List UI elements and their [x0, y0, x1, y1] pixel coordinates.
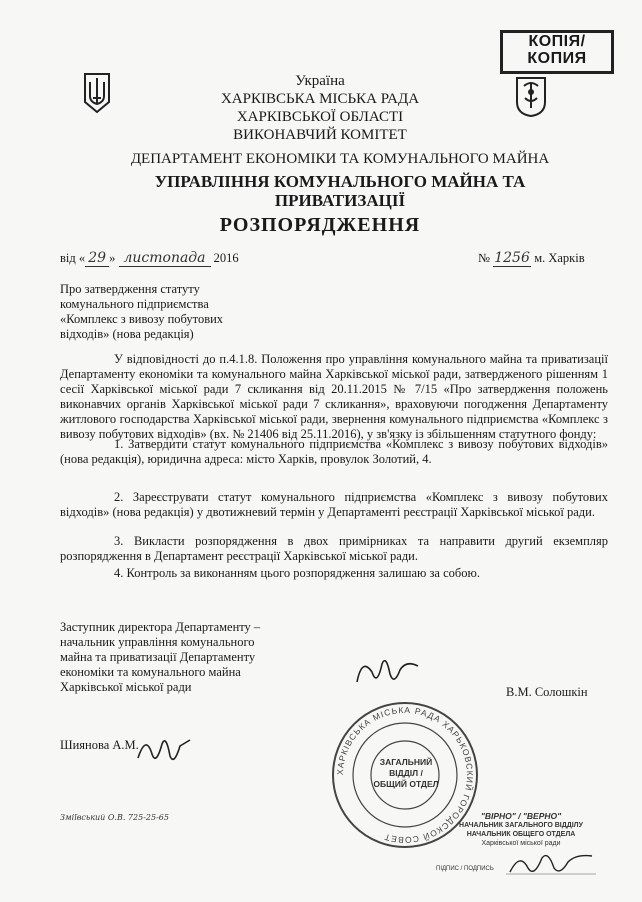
- department-name: ДЕПАРТАМЕНТ ЕКОНОМІКИ ТА КОМУНАЛЬНОГО МАЙНА: [130, 151, 550, 167]
- executor-footer: Зміївський О.В. 725-25-65: [60, 813, 169, 822]
- seal-center-line-2: ВІДДІЛ /: [389, 768, 423, 778]
- certification-sign-label: ПІДПИС / ПОДПИСЬ: [436, 866, 494, 872]
- certification-line-4: Харківської міської ради: [481, 840, 561, 847]
- seal-center-line-3: ОБЩИЙ ОТДЕЛ: [373, 779, 439, 789]
- certification-line-2: НАЧАЛЬНИК ЗАГАЛЬНОГО ВІДДІЛУ: [459, 822, 583, 829]
- director-signature: [352, 652, 422, 692]
- division-line-1: УПРАВЛІННЯ КОМУНАЛЬНОГО МАЙНА ТА: [154, 172, 526, 191]
- document-date: [60, 251, 290, 267]
- region-name: ХАРКІВСЬКОЇ ОБЛАСТІ: [236, 109, 404, 125]
- kharkiv-coat-of-arms-icon: [514, 76, 548, 118]
- certification-stamp: [436, 812, 606, 848]
- copy-stamp-line1: КОПІЯ/: [528, 33, 586, 50]
- committee-name: ВИКОНАВЧИЙ КОМІТЕТ: [233, 127, 407, 143]
- list-item: 2. Зареєструвати статут комунального підприємства «Комплекс з вивозу побутових відходів» (нова редакція) у двотижневий термін у Департаменті реєстрації Харківської міської ради.: [60, 490, 608, 519]
- division-line-2: ПРИВАТИЗАЦІЇ: [274, 191, 406, 210]
- document-subject: [60, 282, 280, 342]
- number-place: м. Харків: [534, 251, 585, 265]
- date-mid: »: [109, 251, 116, 265]
- council-name: ХАРКІВСЬКА МІСЬКА РАДА: [220, 91, 420, 107]
- seal-center-text: [366, 757, 446, 790]
- list-item: 4. Контроль за виконанням цього розпорядження залишаю за собою.: [114, 566, 480, 580]
- executor-name: Шиянова А.М.: [60, 738, 139, 752]
- position-line: Заступник директора Департаменту –: [60, 620, 261, 634]
- copy-stamp: [500, 30, 614, 74]
- subject-line-2: комунального підприємства: [60, 297, 209, 311]
- subject-line-1: Про затвердження статуту: [60, 282, 200, 296]
- date-day: 29: [85, 251, 109, 267]
- preamble-paragraph: У відповідності до п.4.1.8. Положення про управління комунального майна та приватизації Департаменту економіки та комунального майна Харківської міської ради, затвердженого рішенням 1 сесії Харківської міської ради 7 скликання від 20.11.2015 № 7/15 «Про затвердження положень виконавчих органів Харківської міської ради 7 скликання», враховуючи погодження Департаменту житлового господарства Харківської міської ради, звернення комунального підприємства «Комплекс з вивозу побутових відходів» (вх. № 21406 від 25.11.2016), у зв'язку із збільшенням статутного фонду:: [60, 352, 608, 441]
- date-year: 2016: [213, 251, 239, 265]
- date-prefix: від «: [60, 251, 86, 265]
- number-value: 1256: [494, 250, 530, 266]
- executor-signature: [134, 730, 194, 770]
- document-title: РОЗПОРЯДЖЕННЯ: [219, 214, 421, 236]
- trident-emblem-icon: [82, 72, 112, 114]
- position-line: економіки та комунального майна: [60, 665, 241, 679]
- subject-line-4: відходів» (нова редакція): [60, 327, 194, 341]
- division-name: [110, 172, 570, 210]
- country-name: Україна: [295, 73, 345, 89]
- list-item: 1. Затвердити статут комунального підприємства «Комплекс з вивозу побутових відходів» (нова редакція), юридична адреса: місто Харків, провулок Золотий, 4.: [60, 437, 608, 466]
- date-month: листопада: [119, 251, 211, 267]
- position-line: майна та приватизації Департаменту: [60, 650, 256, 664]
- certification-line-3: НАЧАЛЬНИК ОБЩЕГО ОТДЕЛА: [466, 831, 576, 838]
- certification-signature: [506, 846, 596, 880]
- signatory-name: В.М. Солошкін: [506, 685, 588, 699]
- copy-stamp-line2: КОПИЯ: [527, 50, 587, 67]
- signatory-position: [60, 620, 320, 695]
- certification-line-1: "ВІРНО" / "ВЕРНО": [480, 811, 562, 821]
- svg-text:ХАРКІВСЬКА МІСЬКА РАДА ХАРЬКОВ: ХАРКІВСЬКА МІСЬКА РАДА ХАРЬКОВСКИЙ ГОРОДСКОЙ СОВЕТ: [334, 704, 476, 846]
- position-line: начальник управління комунального: [60, 635, 255, 649]
- seal-center-line-1: ЗАГАЛЬНИЙ: [379, 757, 433, 767]
- letterhead: [150, 72, 490, 144]
- document-number: [478, 251, 608, 267]
- subject-line-3: «Комплекс з вивозу побутових: [60, 312, 224, 326]
- number-prefix: №: [478, 251, 490, 265]
- position-line: Харківської міської ради: [60, 680, 192, 694]
- list-item: 3. Викласти розпорядження в двох примірниках та направити другий екземпляр розпорядження в Департамент реєстрації Харківської міської ради.: [60, 534, 608, 563]
